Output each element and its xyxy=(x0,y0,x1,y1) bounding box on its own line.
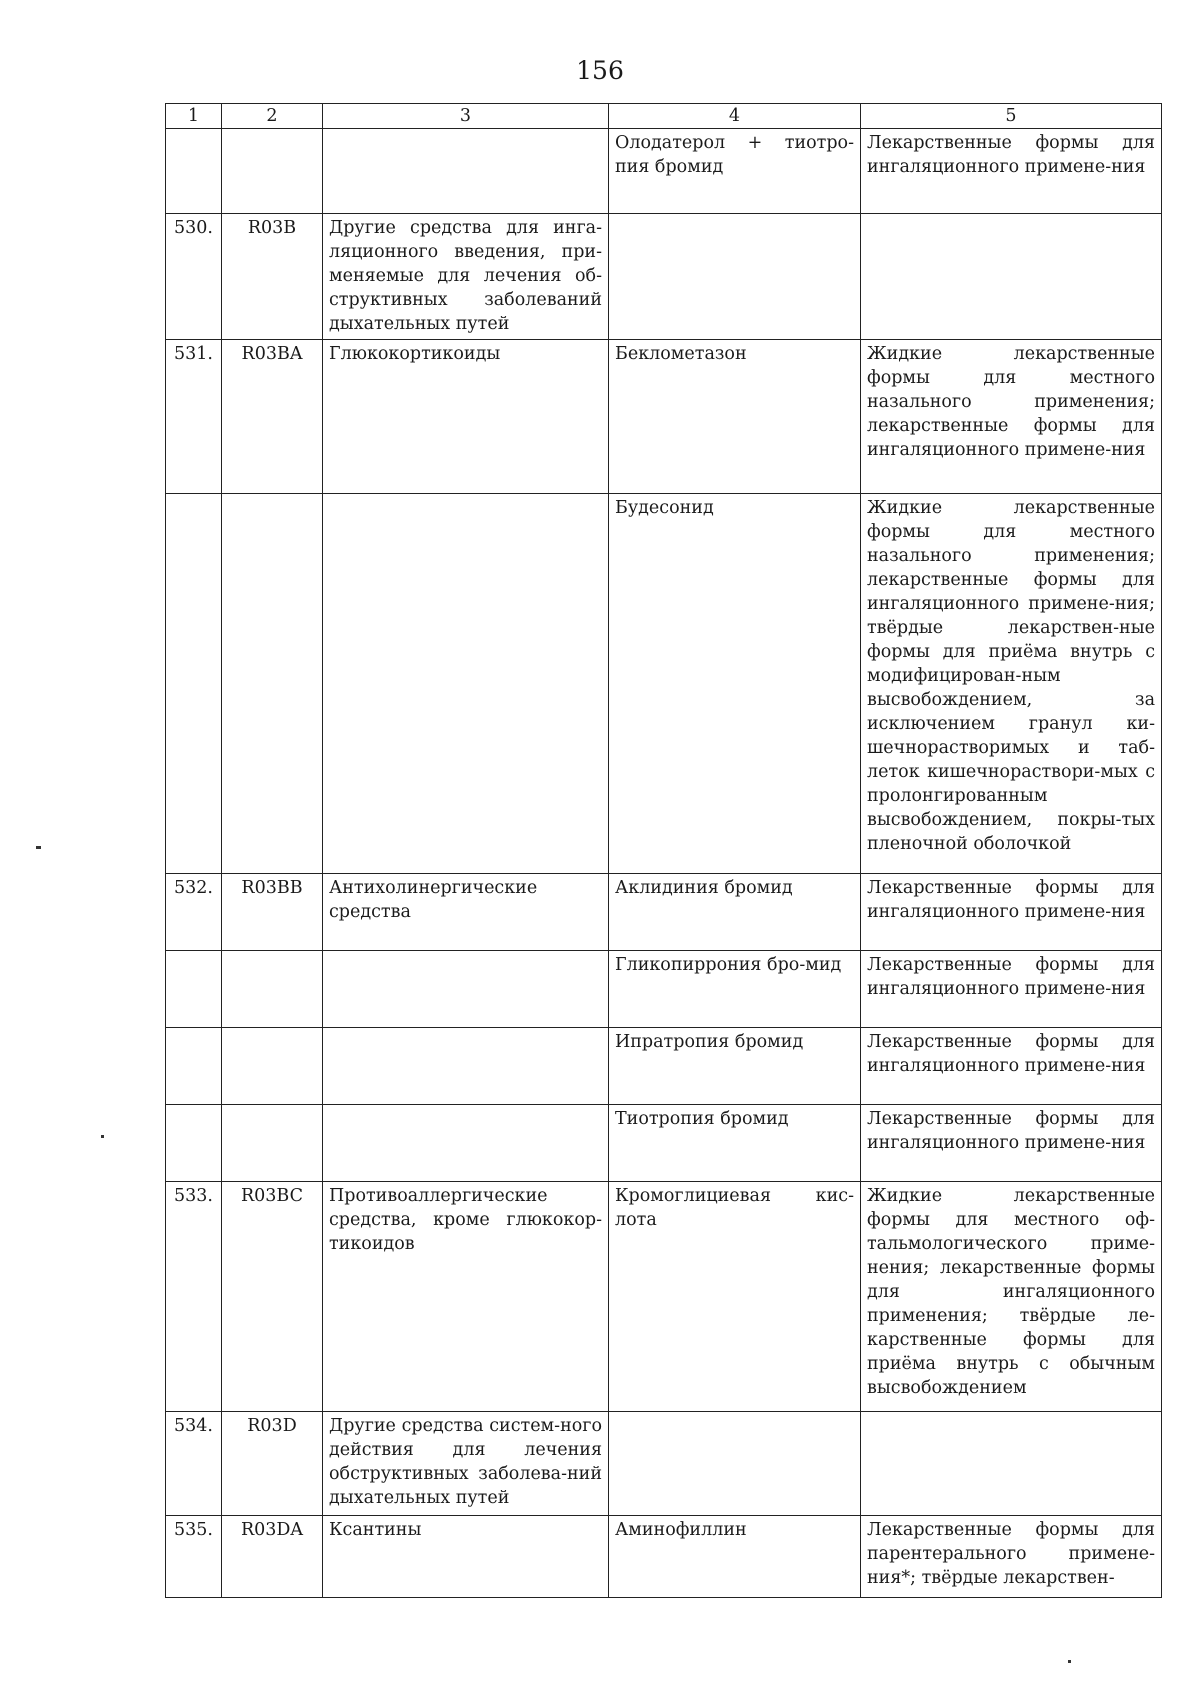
table-row xyxy=(166,1516,1162,1598)
row-number: 531. xyxy=(166,340,222,494)
group-name: Глюкокортикоиды xyxy=(323,340,609,494)
atc-code: R03DA xyxy=(222,1516,323,1598)
dosage-form: Лекарственные формы для ингаляционного примене-ния xyxy=(861,874,1162,951)
row-number: 530. xyxy=(166,214,222,340)
atc-code xyxy=(222,494,323,874)
scan-speck xyxy=(36,846,41,849)
group-name: Ксантины xyxy=(323,1516,609,1598)
row-number: 533. xyxy=(166,1182,222,1412)
row-number: 532. xyxy=(166,874,222,951)
substance-name: Кромоглициевая кис-лота xyxy=(609,1182,861,1412)
substance-name: Аклидиния бромид xyxy=(609,874,861,951)
group-name: Другие средства для инга-ляционного введения, при-меняемые для лечения об-структивных заболеваний дыхательных путей xyxy=(323,214,609,340)
table-row xyxy=(166,874,1162,951)
column-header: 1 xyxy=(166,104,222,129)
group-name xyxy=(323,1028,609,1105)
substance-name: Олодатерол + тиотро-пия бромид xyxy=(609,129,861,214)
substance-name: Беклометазон xyxy=(609,340,861,494)
scan-speck xyxy=(101,1135,104,1138)
dosage-form xyxy=(861,214,1162,340)
atc-code: R03BA xyxy=(222,340,323,494)
table-row xyxy=(166,1182,1162,1412)
table-row xyxy=(166,214,1162,340)
table-row xyxy=(166,1105,1162,1182)
dosage-form xyxy=(861,1412,1162,1516)
column-header: 5 xyxy=(861,104,1162,129)
row-number xyxy=(166,1028,222,1105)
atc-code xyxy=(222,1105,323,1182)
group-name xyxy=(323,951,609,1028)
dosage-form: Лекарственные формы для ингаляционного примене-ния xyxy=(861,129,1162,214)
substance-name: Аминофиллин xyxy=(609,1516,861,1598)
row-number: 535. xyxy=(166,1516,222,1598)
dosage-form: Лекарственные формы для ингаляционного примене-ния xyxy=(861,1028,1162,1105)
row-number: 534. xyxy=(166,1412,222,1516)
atc-code xyxy=(222,951,323,1028)
substance-name: Будесонид xyxy=(609,494,861,874)
table-row xyxy=(166,1412,1162,1516)
group-name xyxy=(323,494,609,874)
dosage-form: Лекарственные формы для ингаляционного примене-ния xyxy=(861,1105,1162,1182)
atc-code xyxy=(222,129,323,214)
substance-name: Гликопиррония бро-мид xyxy=(609,951,861,1028)
column-header: 2 xyxy=(222,104,323,129)
atc-code: R03D xyxy=(222,1412,323,1516)
dosage-form: Жидкие лекарственные формы для местного оф-тальмологического приме-нения; лекарственные формы для ингаляционного применения; твёрдые ле-карственные формы для приёма внутрь с обычным высвобождением xyxy=(861,1182,1162,1412)
table-row xyxy=(166,129,1162,214)
column-header: 3 xyxy=(323,104,609,129)
dosage-form: Жидкие лекарственные формы для местного назального применения; лекарственные формы для ингаляционного примене-ния; твёрдые лекарствен-ные формы для приёма внутрь с модифицирован-ным высвобождением, за исключением гранул ки-шечнорастворимых и таб-леток кишечнораствори-мых с пролонгированным высвобождением, покры-тых пленочной оболочкой xyxy=(861,494,1162,874)
group-name: Антихолинергические средства xyxy=(323,874,609,951)
row-number xyxy=(166,1105,222,1182)
column-header: 4 xyxy=(609,104,861,129)
table-row xyxy=(166,340,1162,494)
substance-name: Тиотропия бромид xyxy=(609,1105,861,1182)
table-row xyxy=(166,494,1162,874)
atc-code: R03BC xyxy=(222,1182,323,1412)
group-name: Другие средства систем-ного действия для лечения обструктивных заболева-ний дыхательных путей xyxy=(323,1412,609,1516)
substance-name xyxy=(609,1412,861,1516)
substance-name: Ипратропия бромид xyxy=(609,1028,861,1105)
drug-table xyxy=(165,103,1162,1598)
table-row xyxy=(166,951,1162,1028)
dosage-form: Лекарственные формы для ингаляционного примене-ния xyxy=(861,951,1162,1028)
group-name xyxy=(323,1105,609,1182)
table-row xyxy=(166,1028,1162,1105)
scan-speck xyxy=(1068,1660,1071,1663)
dosage-form: Лекарственные формы для парентерального примене-ния*; твёрдые лекарствен- xyxy=(861,1516,1162,1598)
row-number xyxy=(166,129,222,214)
row-number xyxy=(166,494,222,874)
group-name: Противоаллергические средства, кроме глюкокор-тикоидов xyxy=(323,1182,609,1412)
atc-code xyxy=(222,1028,323,1105)
substance-name xyxy=(609,214,861,340)
atc-code: R03B xyxy=(222,214,323,340)
page-number: 156 xyxy=(576,56,624,85)
atc-code: R03BB xyxy=(222,874,323,951)
dosage-form: Жидкие лекарственные формы для местного назального применения; лекарственные формы для ингаляционного примене-ния xyxy=(861,340,1162,494)
row-number xyxy=(166,951,222,1028)
header-row xyxy=(166,104,1162,129)
group-name xyxy=(323,129,609,214)
